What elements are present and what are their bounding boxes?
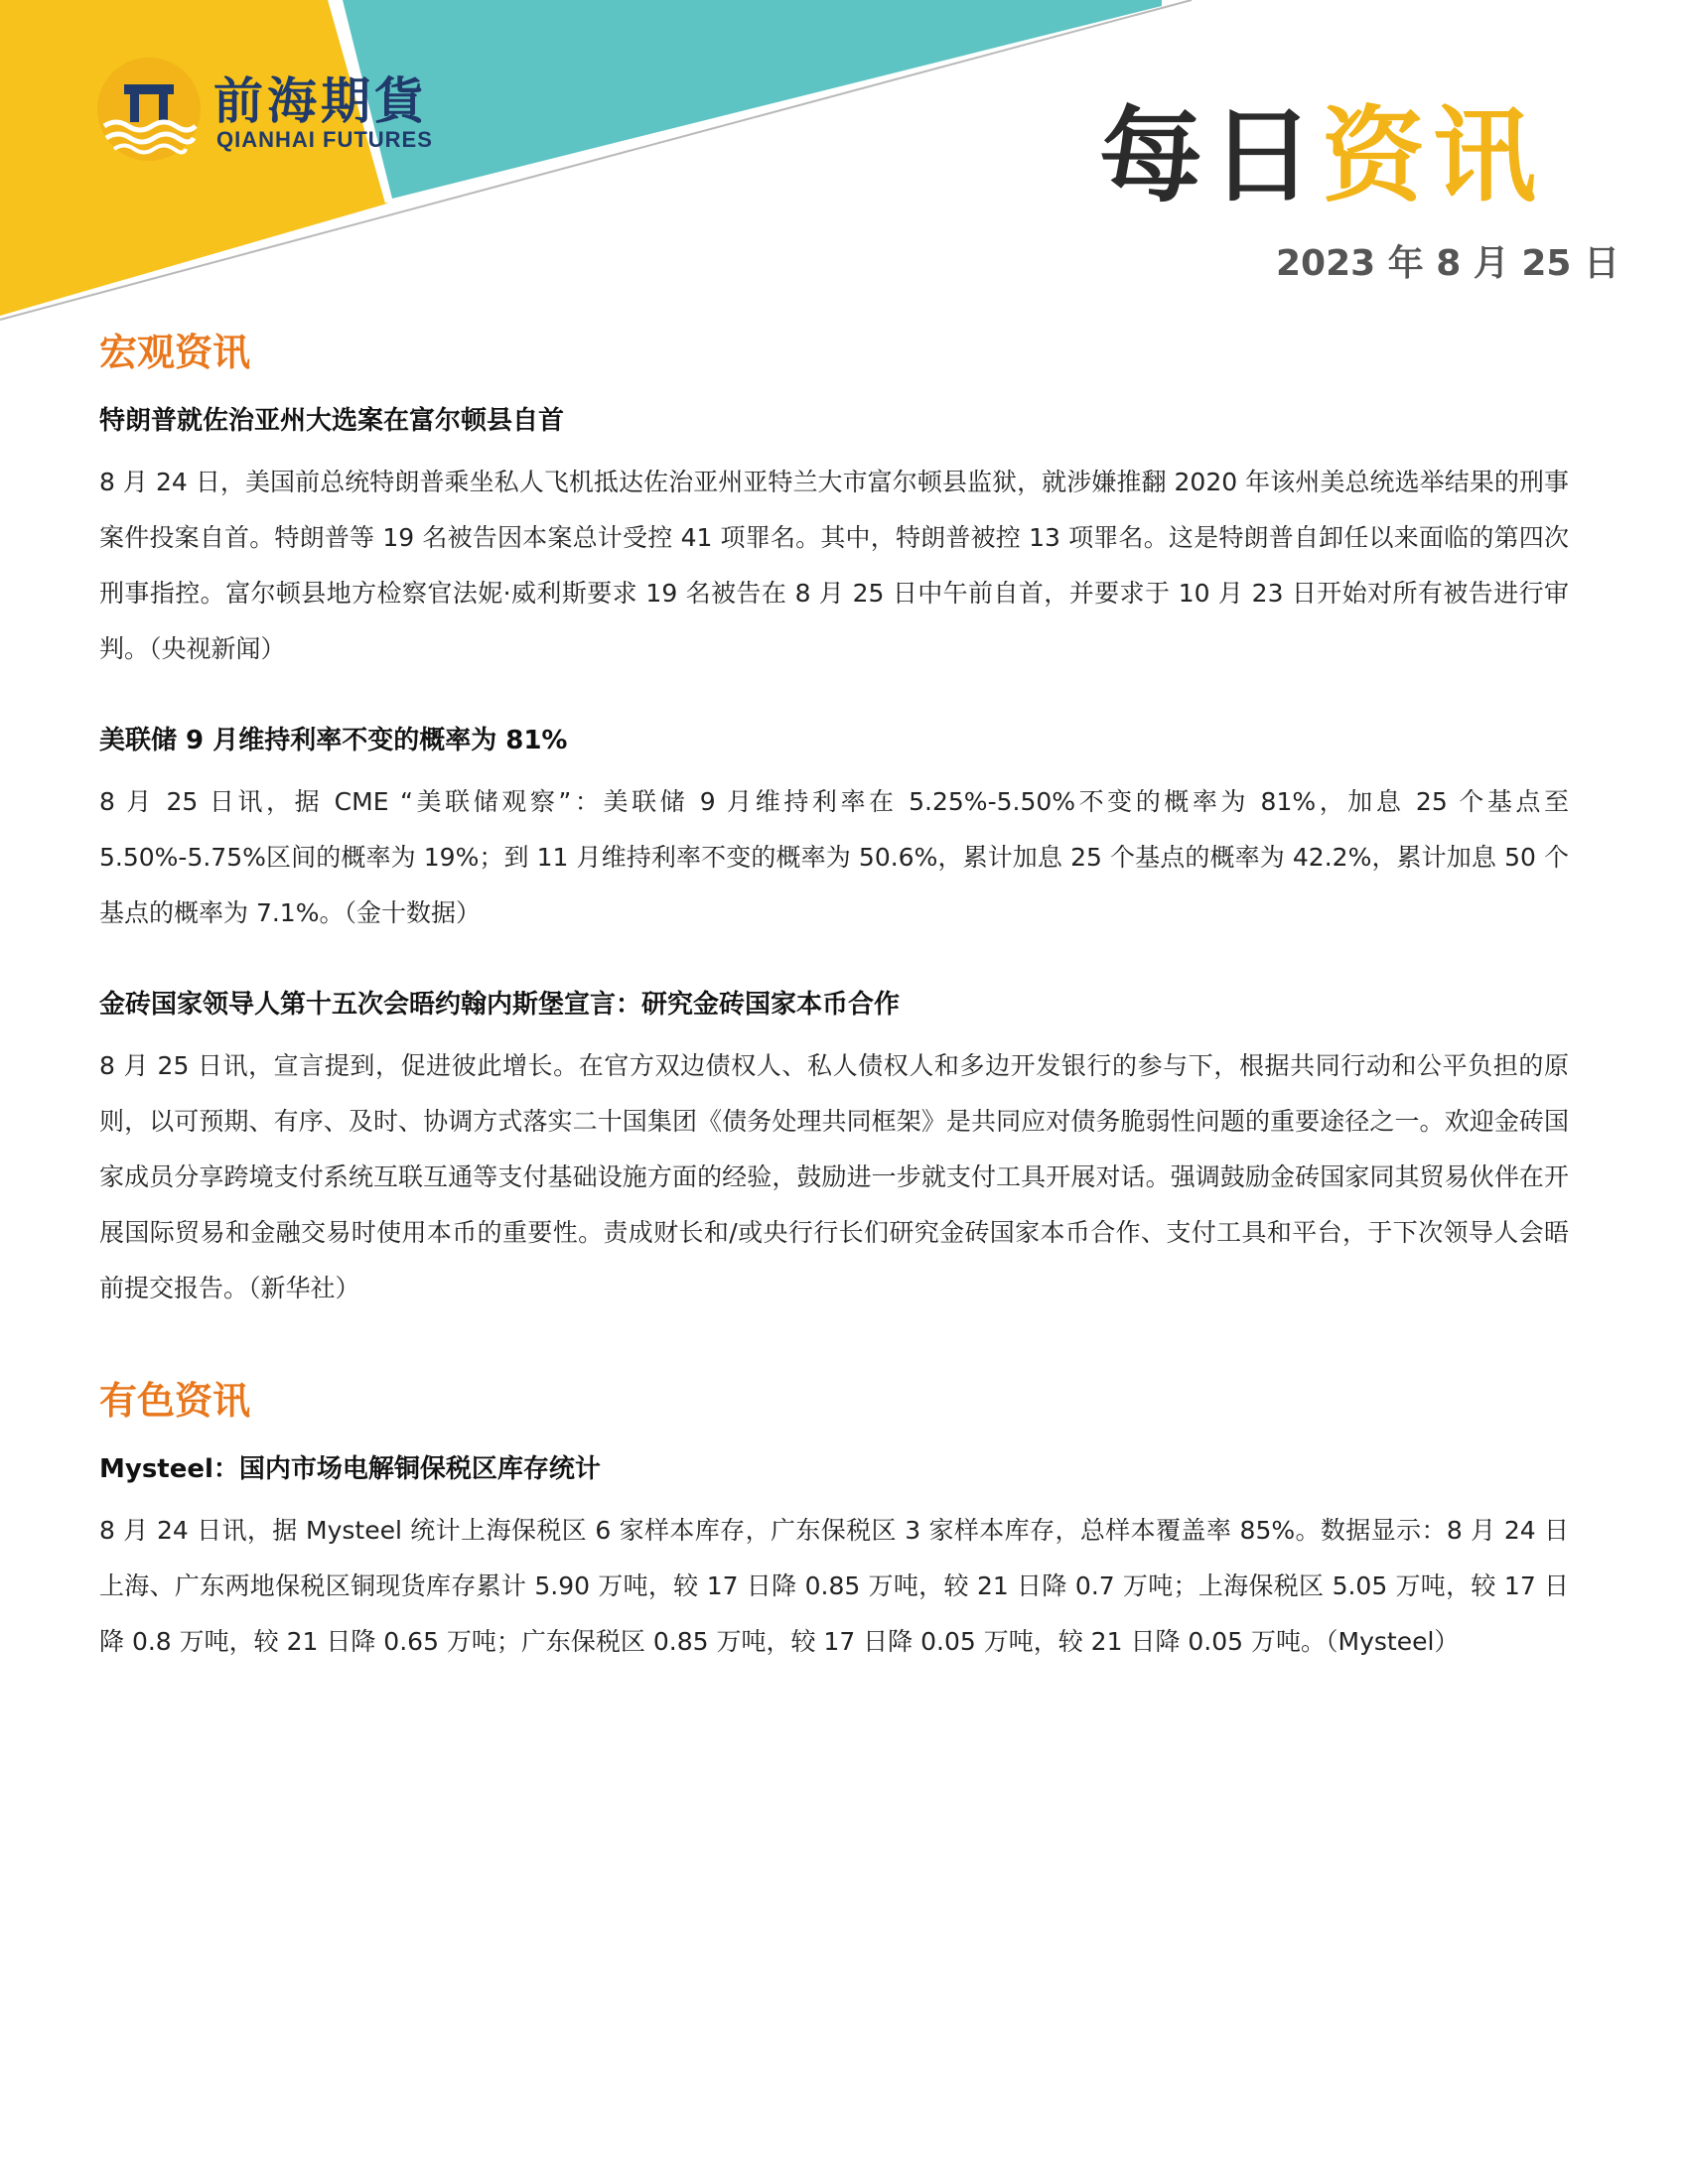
section-metals	[99, 1376, 1569, 1670]
page-title	[1098, 95, 1544, 216]
article-title: Mysteel：国内市场电解铜保税区库存统计	[99, 1454, 601, 1484]
brand-name-cn: 前海期貨	[213, 71, 428, 130]
article-body: 8 月 24 日讯，据 Mysteel 统计上海保税区 6 家样本库存，广东保税区 3 家样本库存，总样本覆盖率 85%。数据显示：8 月 24 日上海、广东两地保税区铜现货库存累计 5.90 万吨，较 17 日降 0.85 万吨，较 21 日降 0.7 万吨；上海保税区 5.05 万吨，较 17 日降 0.8 万吨，较 21 日降 0.65 万吨；广东保税区 0.85 万吨，较 17 日降 0.05 万吨，较 21 日降 0.05 万吨。（Mysteel）	[99, 1516, 1569, 1656]
section-heading: 宏观资讯	[99, 331, 251, 374]
article-body: 8 月 24 日，美国前总统特朗普乘坐私人飞机抵达佐治亚州亚特兰大市富尔顿县监狱，就涉嫌推翻 2020 年该州美总统选举结果的刑事案件投案自首。特朗普等 19 名被告因本案总计受控 41 项罪名。其中，特朗普被控 13 项罪名。这是特朗普自卸任以来面临的第四次刑事指控。富尔顿县地方检察官法妮·威利斯要求 19 名被告在 8 月 25 日中午前自首，并要求于 10 月 23 日开始对所有被告进行审判。（央视新闻）	[99, 468, 1569, 663]
brand-name-en: QIANHAI FUTURES	[216, 127, 433, 152]
banner-teal-band	[328, 0, 1162, 213]
article	[99, 401, 1569, 677]
article-title: 美联储 9 月维持利率不变的概率为 81%	[99, 726, 568, 755]
article-title: 特朗普就佐治亚州大选案在富尔顿县自首	[99, 406, 565, 436]
article	[99, 1449, 1569, 1670]
company-logo-icon	[94, 55, 204, 164]
page-date: 2023 年 8 月 25 日	[1275, 243, 1619, 284]
article-body: 8 月 25 日讯，宣言提到，促进彼此增长。在官方双边债权人、私人债权人和多边开发银行的参与下，根据共同行动和公平负担的原则，以可预期、有序、及时、协调方式落实二十国集团《债务处理共同框架》是共同应对债务脆弱性问题的重要途径之一。欢迎金砖国家成员分享跨境支付系统互联互通等支付基础设施方面的经验，鼓励进一步就支付工具开展对话。强调鼓励金砖国家同其贸易伙伴在开展国际贸易和金融交易时使用本币的重要性。责成财长和/或央行行长们研究金砖国家本币合作、支付工具和平台，于下次领导人会晤前提交报告。（新华社）	[99, 1051, 1569, 1302]
article-body: 8 月 25 日讯，据 CME “美联储观察”：美联储 9 月维持利率在 5.25%-5.50%不变的概率为 81%，加息 25 个基点至 5.50%-5.75%区间的概率为 19%；到 11 月维持利率不变的概率为 50.6%，累计加息 25 个基点的概率为 42.2%，累计加息 50 个基点的概率为 7.1%。（金十数据）	[99, 787, 1569, 927]
article	[99, 985, 1569, 1316]
section-macro	[99, 328, 1569, 1316]
content	[99, 328, 1569, 1729]
article-title: 金砖国家领导人第十五次会晤约翰内斯堡宣言：研究金砖国家本币合作	[99, 990, 901, 1020]
article	[99, 721, 1569, 941]
section-heading: 有色资讯	[99, 1379, 251, 1423]
page-title-part2: 资讯	[1321, 95, 1544, 216]
page-title-part1: 每日	[1098, 95, 1322, 216]
